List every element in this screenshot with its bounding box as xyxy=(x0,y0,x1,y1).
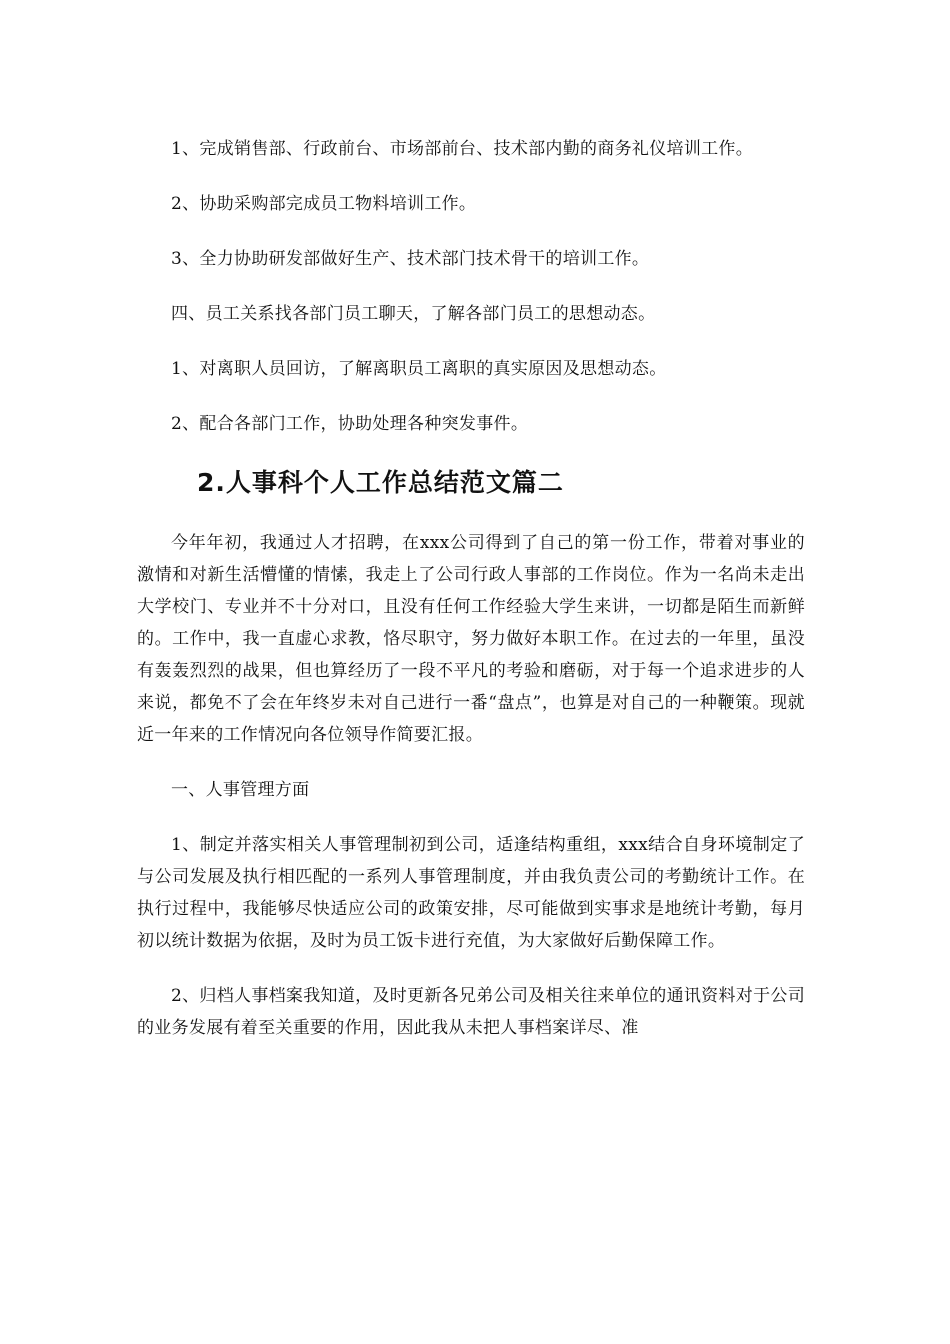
paragraph-5: 1、对离职人员回访，了解离职员工离职的真实原因及思想动态。 xyxy=(171,359,667,379)
paragraph-2: 2、协助采购部完成员工物料培训工作。 xyxy=(171,194,477,214)
document-body xyxy=(137,133,805,1067)
paragraph-4: 四、员工关系找各部门员工聊天，了解各部门员工的思想动态。 xyxy=(171,304,656,324)
paragraph-7: 今年年初，我通过人才招聘，在xxx公司得到了自己的第一份工作，带着对事业的激情和对新生活懵懂的情愫，我走上了公司行政人事部的工作岗位。作为一名尚未走出大学校门、专业并不十分对口，且没有任何工作经验大学生来讲，一切都是陌生而新鲜的。工作中，我一直虚心求教，恪尽职守，努力做好本职工作。在过去的一年里，虽没有轰轰烈烈的战果，但也算经历了一段不平凡的考验和磨砺，对于每一个追求进步的人来说，都免不了会在年终岁未对自己进行一番“盘点”，也算是对自己的一种鞭策。现就近一年来的工作情况向各位领导作简要汇报。 xyxy=(137,533,805,745)
paragraph-9: 1、制定并落实相关人事管理制初到公司，适逢结构重组，xxx结合自身环境制定了与公司发展及执行相匹配的一系列人事管理制度，并由我负责公司的考勤统计工作。在执行过程中，我能够尽快适应公司的政策安排，尽可能做到实事求是地统计考勤，每月初以统计数据为依据，及时为员工饭卡进行充值，为大家做好后勤保障工作。 xyxy=(137,835,805,951)
paragraph-6: 2、配合各部门工作，协助处理各种突发事件。 xyxy=(171,414,529,434)
paragraph-10: 2、归档人事档案我知道，及时更新各兄弟公司及相关往来单位的通讯资料对于公司的业务发展有着至关重要的作用，因此我从未把人事档案详尽、准 xyxy=(137,986,805,1038)
paragraph-1: 1、完成销售部、行政前台、市场部前台、技术部内勤的商务礼仪培训工作。 xyxy=(171,139,754,159)
paragraph-3: 3、全力协助研发部做好生产、技术部门技术骨干的培训工作。 xyxy=(171,249,650,269)
paragraph-8: 一、人事管理方面 xyxy=(171,780,310,800)
section-heading: 2.人事科个人工作总结范文篇二 xyxy=(197,468,564,497)
